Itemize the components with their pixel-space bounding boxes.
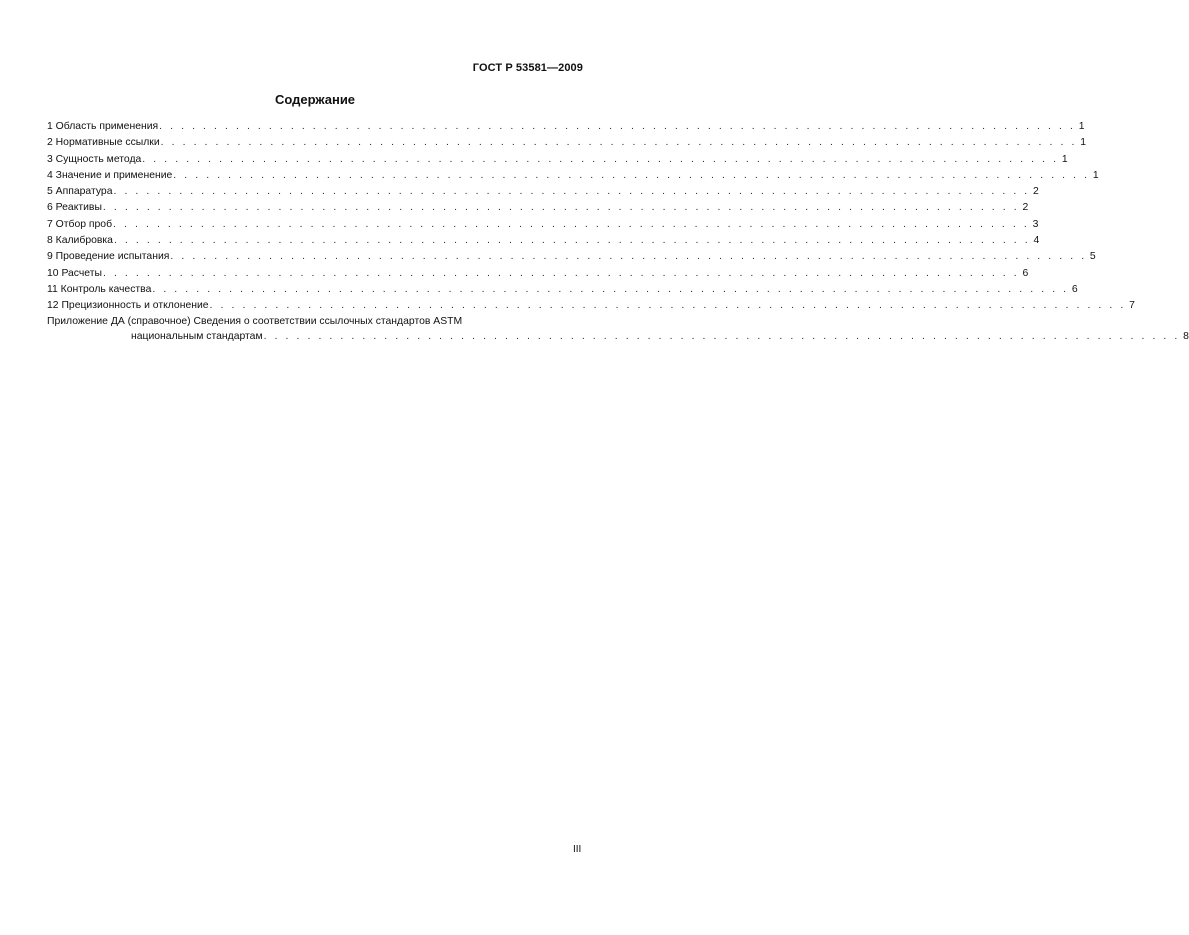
toc-title: Содержание: [274, 92, 356, 107]
toc-entry-label: 11 Контроль качества: [47, 283, 152, 295]
toc-annex-continuation: [47, 329, 1189, 345]
toc-entry-label: 7 Отбор проб: [47, 218, 113, 230]
toc-entry[interactable]: [47, 298, 1135, 314]
toc-annex-title-continued: национальным стандартам: [131, 330, 263, 342]
toc-entry[interactable]: [47, 282, 1078, 298]
document-code: ГОСТ Р 53581—2009: [472, 62, 583, 74]
toc-entry-page: 6: [1022, 267, 1029, 279]
toc-entry-page: 1: [1080, 137, 1086, 149]
toc-entry-page: 6: [1071, 283, 1078, 295]
toc-entry-page: 2: [1022, 202, 1029, 214]
dot-leader: . . . . . . . . . . . . . . . . . . . . . . . . . . . . . . . . . . . . . . . . . . . . . . . . . . . . . . . . . . . . . . . . . . . . . . . . . . . . . . . . . . . .: [113, 218, 1030, 230]
toc-entry-page: 7: [1129, 300, 1135, 312]
toc-entry[interactable]: [47, 266, 1029, 282]
toc-entry-label: 10 Расчеты: [47, 267, 102, 279]
toc-entry[interactable]: [47, 152, 1068, 168]
dot-leader: . . . . . . . . . . . . . . . . . . . . . . . . . . . . . . . . . . . . . . . . . . . . . . . . . . . . . . . . . . . . . . . . . . . . . . . . . . . . . . . . . . . .: [102, 202, 1020, 214]
toc-entry-label: 8 Калибровка: [47, 235, 113, 247]
toc-entry-page: 5: [1089, 251, 1096, 263]
toc-entry-page: 1: [1078, 121, 1085, 132]
dot-leader: . . . . . . . . . . . . . . . . . . . . . . . . . . . . . . . . . . . . . . . . . . . . . . . . . . . . . . . . . . . . . . . . . . . . . . . . . . . . . . . . . . . .: [170, 251, 1087, 263]
dot-leader: . . . . . . . . . . . . . . . . . . . . . . . . . . . . . . . . . . . . . . . . . . . . . . . . . . . . . . . . . . . . . . . . . . . . . . . . . . . . . . . . . . . .: [113, 186, 1030, 198]
toc-entry[interactable]: [47, 249, 1096, 265]
toc-entry-page: 1: [1061, 153, 1068, 165]
toc-entry-label: 5 Аппаратура: [47, 186, 113, 198]
toc-annex-title: Приложение ДА (справочное) Сведения о соответствии ссылочных стандартов ASTM: [47, 315, 463, 327]
table-of-contents: [47, 119, 1189, 345]
dot-leader: . . . . . . . . . . . . . . . . . . . . . . . . . . . . . . . . . . . . . . . . . . . . . . . . . . . . . . . . . . . . . . . . . . . . . . . . . . . . . . . . . . . .: [159, 121, 1076, 132]
dot-leader: . . . . . . . . . . . . . . . . . . . . . . . . . . . . . . . . . . . . . . . . . . . . . . . . . . . . . . . . . . . . . . . . . . . . . . . . . . . . . . . . . . . .: [142, 153, 1059, 165]
dot-leader: . . . . . . . . . . . . . . . . . . . . . . . . . . . . . . . . . . . . . . . . . . . . . . . . . . . . . . . . . . . . . . . . . . . . . . . . . . . . . . . . . . . .: [152, 283, 1069, 295]
toc-entry-page: 2: [1033, 186, 1039, 198]
toc-entry-page: 1: [1092, 169, 1099, 181]
toc-entry-label: 12 Прецизионность и отклонение: [47, 300, 209, 312]
toc-annex-entry[interactable]: [47, 315, 1189, 345]
toc-entry-label: 9 Проведение испытания: [47, 251, 170, 263]
dot-leader: . . . . . . . . . . . . . . . . . . . . . . . . . . . . . . . . . . . . . . . . . . . . . . . . . . . . . . . . . . . . . . . . . . . . . . . . . . . . . . . . . . . .: [113, 235, 1031, 247]
dot-leader: . . . . . . . . . . . . . . . . . . . . . . . . . . . . . . . . . . . . . . . . . . . . . . . . . . . . . . . . . . . . . . . . . . . . . . . . . . . . . . . . . . . .: [263, 330, 1180, 342]
toc-entry[interactable]: [47, 184, 1039, 200]
toc-entry-label: 6 Реактивы: [47, 202, 102, 214]
dot-leader: . . . . . . . . . . . . . . . . . . . . . . . . . . . . . . . . . . . . . . . . . . . . . . . . . . . . . . . . . . . . . . . . . . . . . . . . . . . . . . . . . . . .: [209, 300, 1126, 312]
toc-entry-page: 3: [1032, 218, 1039, 230]
toc-annex-page: 8: [1183, 330, 1189, 342]
toc-entry-label: 2 Нормативные ссылки: [47, 137, 160, 149]
toc-entry[interactable]: [47, 119, 1085, 135]
toc-entry[interactable]: [47, 168, 1099, 184]
toc-entry[interactable]: [47, 135, 1086, 151]
dot-leader: . . . . . . . . . . . . . . . . . . . . . . . . . . . . . . . . . . . . . . . . . . . . . . . . . . . . . . . . . . . . . . . . . . . . . . . . . . . . . . . . . . . .: [160, 137, 1077, 149]
toc-entry-label: 4 Значение и применение: [47, 169, 173, 181]
dot-leader: . . . . . . . . . . . . . . . . . . . . . . . . . . . . . . . . . . . . . . . . . . . . . . . . . . . . . . . . . . . . . . . . . . . . . . . . . . . . . . . . . . . .: [173, 169, 1090, 181]
toc-entry-label: 1 Область применения: [47, 121, 159, 132]
toc-entry-label: 3 Сущность метода: [47, 153, 142, 165]
toc-entry-page: 4: [1033, 235, 1040, 247]
dot-leader: . . . . . . . . . . . . . . . . . . . . . . . . . . . . . . . . . . . . . . . . . . . . . . . . . . . . . . . . . . . . . . . . . . . . . . . . . . . . . . . . . . . .: [102, 267, 1020, 279]
toc-entry[interactable]: [47, 217, 1039, 233]
toc-entry[interactable]: [47, 200, 1029, 216]
page-number: III: [573, 844, 582, 855]
toc-entry[interactable]: [47, 233, 1040, 249]
